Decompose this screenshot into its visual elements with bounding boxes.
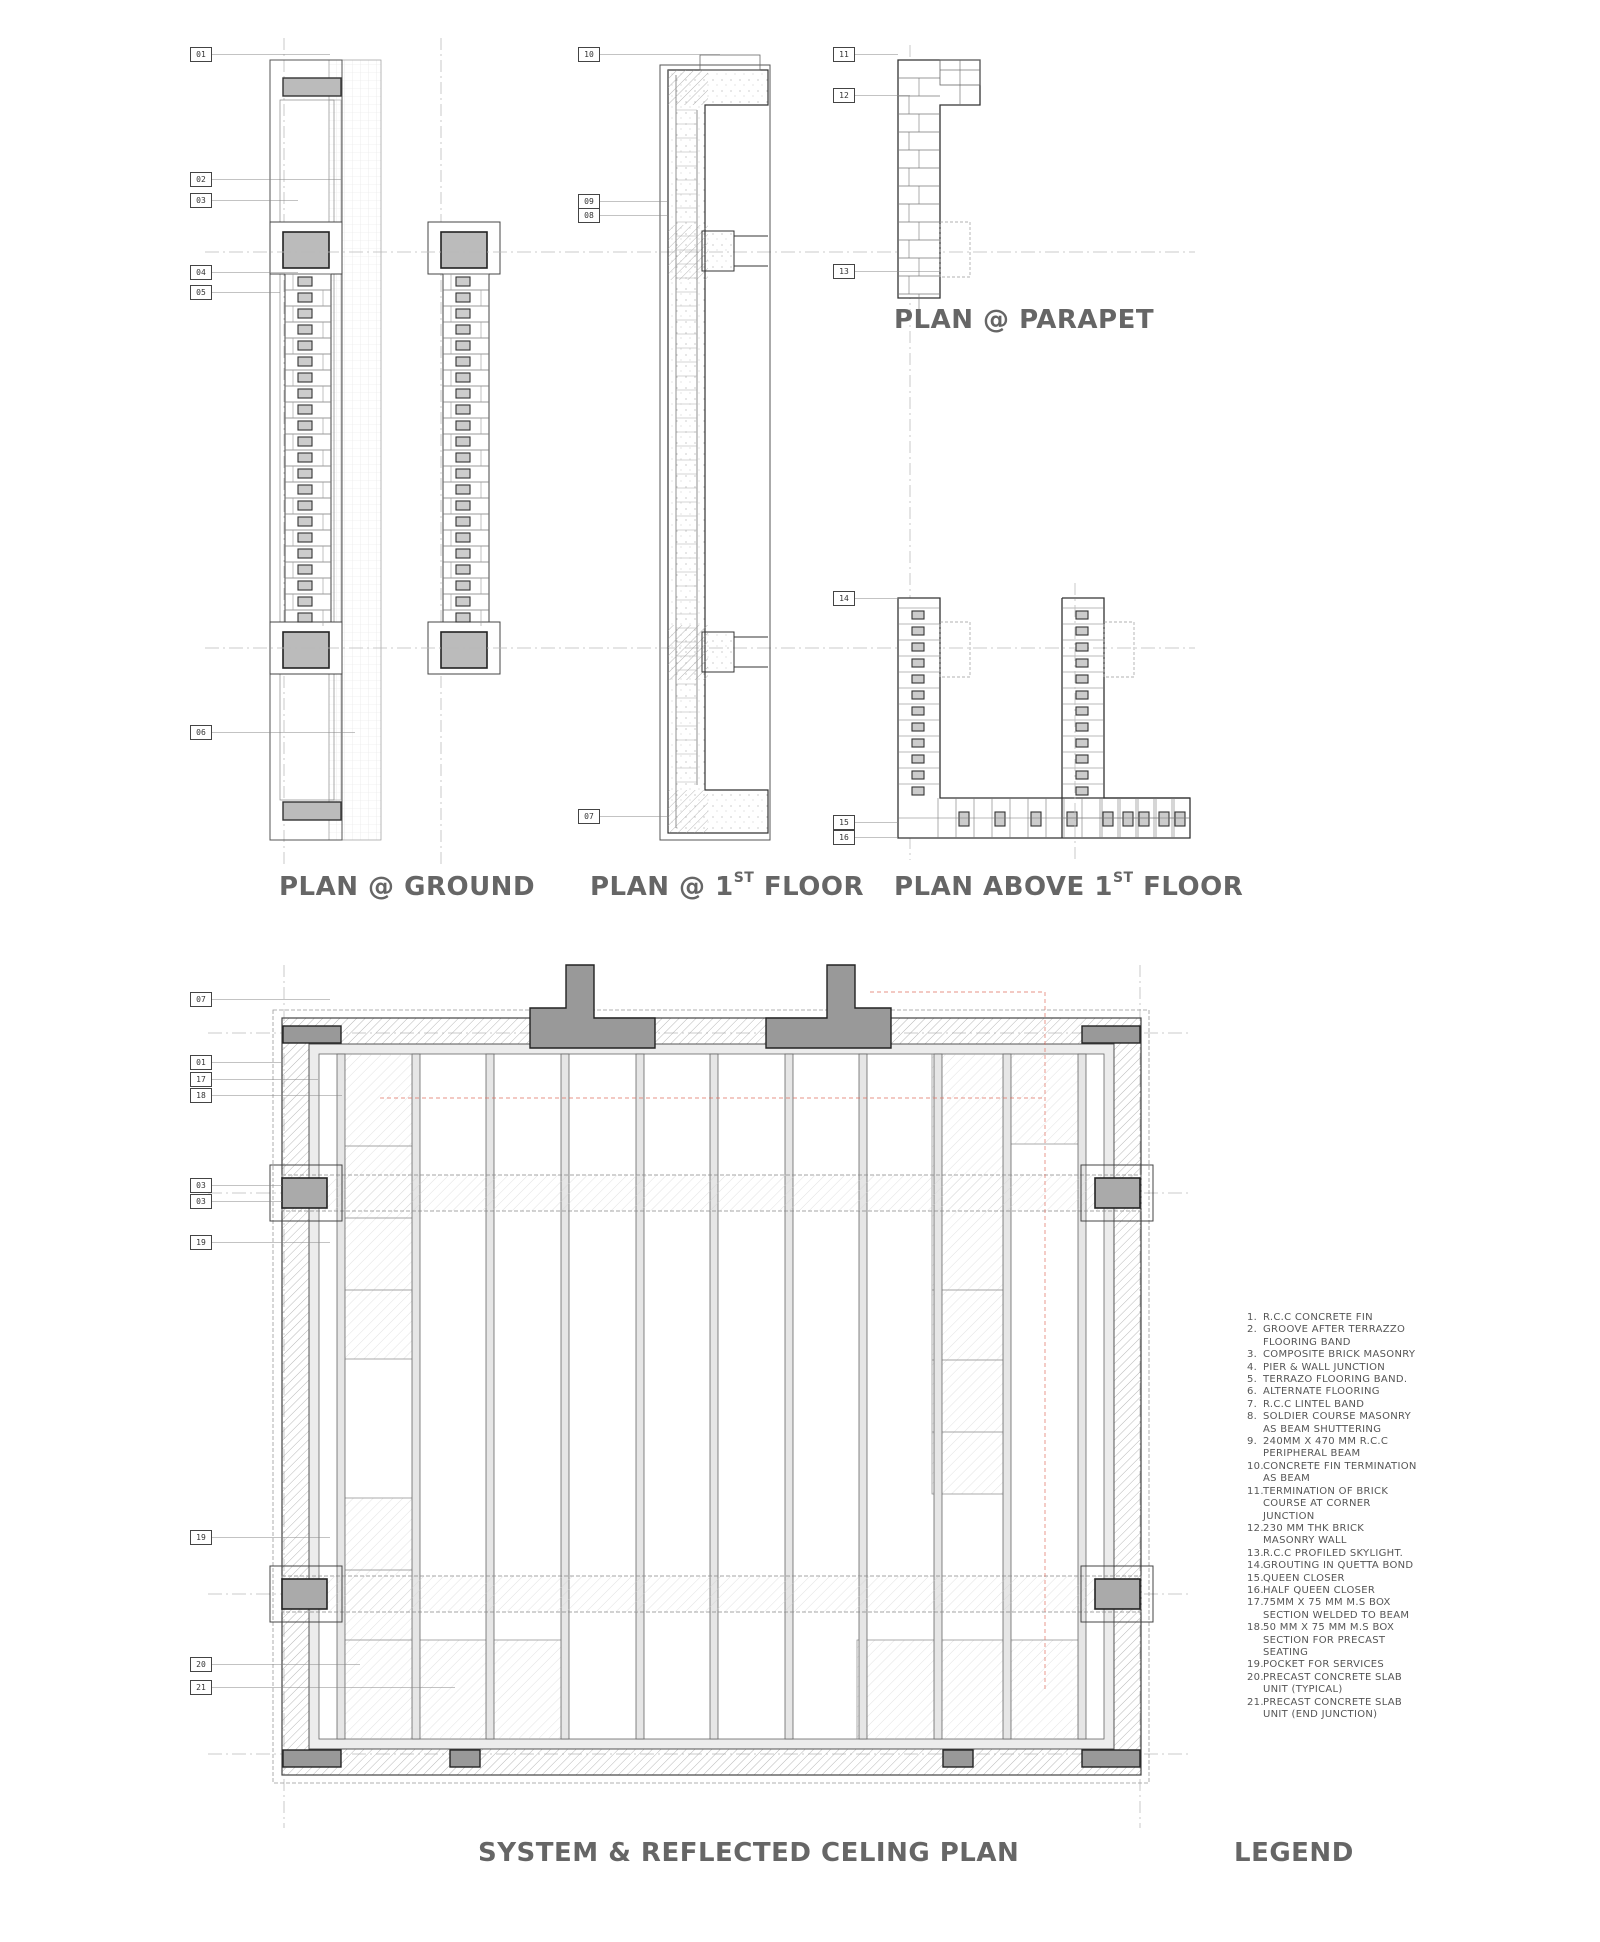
legend-number: 19. [1247,1659,1264,1671]
legend-item [1247,1461,1417,1486]
brick-pocket [456,485,470,494]
brick-pocket [298,597,312,606]
legend-text: GROOVE AFTER TERRAZZO FLOORING BAND [1263,1324,1406,1348]
title-legend: LEGEND [1234,1838,1354,1868]
brick-pocket [456,517,470,526]
legend-number: 15. [1247,1572,1264,1584]
legend-text: R.C.C PROFILED SKYLIGHT. [1263,1547,1404,1559]
legend-item [1247,1523,1417,1548]
legend-item [1247,1622,1417,1659]
title-first-prefix: PLAN @ 1 [590,872,734,902]
brick-pocket [456,293,470,302]
legend-text: PRECAST CONCRETE SLAB UNIT (TYPICAL) [1263,1671,1403,1696]
brick-pocket [456,389,470,398]
legend-item [1247,1560,1417,1572]
brick-pocket [1159,812,1169,826]
tag-t10: 10 [578,47,600,62]
legend-item [1247,1486,1417,1523]
title-plan-first-floor [590,872,864,902]
brick-pocket [298,549,312,558]
brick-pocket [298,565,312,574]
legend-number: 13. [1247,1547,1264,1559]
legend-number: 14. [1247,1560,1264,1572]
legend-item [1247,1585,1417,1597]
legend-item [1247,1374,1417,1386]
brick-pocket [456,405,470,414]
tag-t19a: 19 [190,1235,212,1250]
title-above-sup: ST [1112,870,1134,886]
brick-pocket [298,453,312,462]
legend-number: 8. [1247,1411,1258,1423]
legend-number: 18. [1247,1622,1264,1634]
legend-text: CONCRETE FIN TERMINATION AS BEAM [1263,1460,1417,1485]
tag-t19b: 19 [190,1530,212,1545]
brick-pocket [456,453,470,462]
tag-t08: 08 [578,208,600,223]
brick-pocket [912,675,924,683]
title-first-suffix: FLOOR [754,872,865,902]
brick-pocket [298,405,312,414]
legend-number: 4. [1247,1361,1258,1373]
legend-text: TERRAZO FLOORING BAND. [1263,1374,1408,1386]
brick-pocket [298,485,312,494]
title-plan-parapet: PLAN @ PARAPET [894,305,1155,335]
brick-pocket [298,613,312,622]
tag-t20: 20 [190,1657,212,1672]
brick-pocket [959,812,969,826]
tag-t14: 14 [833,591,855,606]
legend-text: R.C.C CONCRETE FIN [1263,1312,1373,1323]
brick-pocket [1076,659,1088,667]
brick-pocket [456,357,470,366]
legend-item [1247,1573,1417,1585]
brick-pocket [456,373,470,382]
legend-number: 9. [1247,1436,1258,1448]
tag-t04: 04 [190,265,212,280]
tag-t02: 02 [190,172,212,187]
legend-text: COMPOSITE BRICK MASONRY [1263,1349,1416,1361]
tag-t03: 03 [190,193,212,208]
brick-pocket [912,771,924,779]
tag-t01b: 01 [190,1055,212,1070]
tag-t09: 09 [578,194,600,209]
brick-pocket [298,389,312,398]
legend-item [1247,1399,1417,1411]
brick-pocket [298,501,312,510]
legend-text: ALTERNATE FLOORING [1263,1386,1380,1398]
brick-pocket [298,341,312,350]
legend-number: 20. [1247,1671,1264,1683]
legend-text: PRECAST CONCRETE SLAB UNIT (END JUNCTION) [1263,1696,1403,1720]
brick-pocket [912,707,924,715]
legend-item [1247,1362,1417,1374]
legend-item [1247,1597,1417,1622]
legend-text: 230 MM THK BRICK MASONRY WALL [1263,1522,1365,1547]
ceiling-rib [337,1054,345,1739]
tag-t18: 18 [190,1088,212,1103]
brick-pocket [456,277,470,286]
brick-pocket [1076,611,1088,619]
legend-number: 5. [1247,1374,1258,1386]
legend-number: 2. [1247,1324,1258,1336]
ceiling-rib [486,1054,494,1739]
tag-t21: 21 [190,1680,212,1695]
brick-pocket [1076,707,1088,715]
tag-t07a: 07 [578,809,600,824]
ceiling-rib [710,1054,718,1739]
ceiling-rib [934,1054,942,1739]
title-system-ceiling: SYSTEM & REFLECTED CELING PLAN [478,1838,1020,1868]
brick-pocket [1031,812,1041,826]
legend-text: PIER & WALL JUNCTION [1263,1361,1386,1373]
brick-pocket [1076,739,1088,747]
legend-item [1247,1349,1417,1361]
title-plan-ground: PLAN @ GROUND [279,872,536,902]
legend-item [1247,1386,1417,1398]
legend-text: 240MM X 470 MM R.C.C PERIPHERAL BEAM [1263,1436,1389,1460]
legend-text: HALF QUEEN CLOSER [1263,1584,1376,1596]
legend-number: 16. [1247,1584,1264,1596]
brick-pocket [298,309,312,318]
ceiling-rib [1078,1054,1086,1739]
brick-pocket [1175,812,1185,826]
brick-pocket [1076,675,1088,683]
legend-text: POCKET FOR SERVICES [1263,1659,1385,1671]
legend-text: 50 MM X 75 MM M.S BOX SECTION FOR PRECAST SEATING [1263,1622,1395,1658]
legend-text: GROUTING IN QUETTA BOND [1263,1560,1414,1572]
legend-text: QUEEN CLOSER [1263,1572,1345,1584]
brick-pocket [912,627,924,635]
tag-t12: 12 [833,88,855,103]
ceiling-rib [785,1054,793,1739]
brick-pocket [1076,771,1088,779]
tag-t15: 15 [833,815,855,830]
ceiling-rib [859,1054,867,1739]
title-plan-above-first [894,872,1243,902]
tag-t01a: 01 [190,47,212,62]
brick-pocket [1103,812,1113,826]
ceiling-rib [561,1054,569,1739]
legend-number: 7. [1247,1398,1258,1410]
legend-number: 17. [1247,1597,1264,1609]
brick-pocket [456,341,470,350]
brick-pocket [1067,812,1077,826]
brick-pocket [456,565,470,574]
legend-number: 3. [1247,1349,1258,1361]
brick-pocket [1076,691,1088,699]
brick-pocket [298,437,312,446]
plan-above-first-floor [898,583,1190,860]
tag-t13: 13 [833,264,855,279]
brick-pocket [456,549,470,558]
brick-pocket [456,421,470,430]
brick-pocket [298,517,312,526]
title-above-suffix: FLOOR [1133,872,1244,902]
title-first-sup: ST [733,870,755,886]
legend-item [1247,1312,1417,1324]
tag-t11: 11 [833,47,855,62]
brick-pocket [456,437,470,446]
brick-pocket [1076,787,1088,795]
brick-pocket [912,659,924,667]
brick-pocket [298,325,312,334]
tag-t06: 06 [190,725,212,740]
brick-pocket [1076,627,1088,635]
legend-list [1247,1312,1417,1721]
title-above-prefix: PLAN ABOVE 1 [894,872,1113,902]
brick-pocket [456,309,470,318]
legend-item [1247,1436,1417,1461]
brick-pocket [298,293,312,302]
brick-pocket [995,812,1005,826]
brick-pocket [1076,755,1088,763]
legend-item [1247,1548,1417,1560]
ceiling-rib [412,1054,420,1739]
brick-pocket [298,469,312,478]
brick-pocket [298,421,312,430]
plan-first-floor [660,55,770,840]
brick-pocket [912,787,924,795]
brick-pocket [298,277,312,286]
brick-pocket [456,581,470,590]
legend-item [1247,1411,1417,1436]
legend-item [1247,1659,1417,1671]
system-ceiling-plan [208,965,1192,1828]
brick-pocket [1139,812,1149,826]
brick-pocket [298,357,312,366]
legend-number: 21. [1247,1696,1264,1708]
brick-pocket [456,597,470,606]
brick-pocket [456,533,470,542]
brick-pocket [456,469,470,478]
legend-text: TERMINATION OF BRICK COURSE AT CORNER JUNCTION [1263,1485,1389,1522]
legend-number: 6. [1247,1386,1258,1398]
brick-pocket [912,691,924,699]
brick-pocket [298,533,312,542]
brick-pocket [912,611,924,619]
tag-t07b: 07 [190,992,212,1007]
legend-number: 10. [1247,1460,1264,1472]
legend-number: 12. [1247,1522,1264,1534]
brick-pocket [456,501,470,510]
tag-t17: 17 [190,1072,212,1087]
legend-number: 11. [1247,1485,1264,1497]
legend-item [1247,1324,1417,1349]
legend-text: 75MM X 75 MM M.S BOX SECTION WELDED TO BEAM [1263,1597,1410,1621]
brick-pocket [1076,643,1088,651]
brick-pocket [456,325,470,334]
tag-t05: 05 [190,285,212,300]
brick-pocket [912,723,924,731]
legend-number: 1. [1247,1312,1258,1323]
brick-pocket [298,373,312,382]
brick-pocket [1123,812,1133,826]
legend-item [1247,1697,1417,1722]
brick-pocket [912,755,924,763]
brick-pocket [298,581,312,590]
brick-pocket [1076,723,1088,731]
legend-text: R.C.C LINTEL BAND [1263,1398,1365,1410]
ceiling-rib [1003,1054,1011,1739]
legend-text: SOLDIER COURSE MASONRY AS BEAM SHUTTERING [1263,1411,1412,1435]
brick-pocket [912,643,924,651]
tag-t03b: 03 [190,1178,212,1193]
brick-pocket [912,739,924,747]
brick-pocket [456,613,470,622]
tag-t03c: 03 [190,1194,212,1209]
legend-item [1247,1672,1417,1697]
tag-t16: 16 [833,830,855,845]
ceiling-rib [636,1054,644,1739]
